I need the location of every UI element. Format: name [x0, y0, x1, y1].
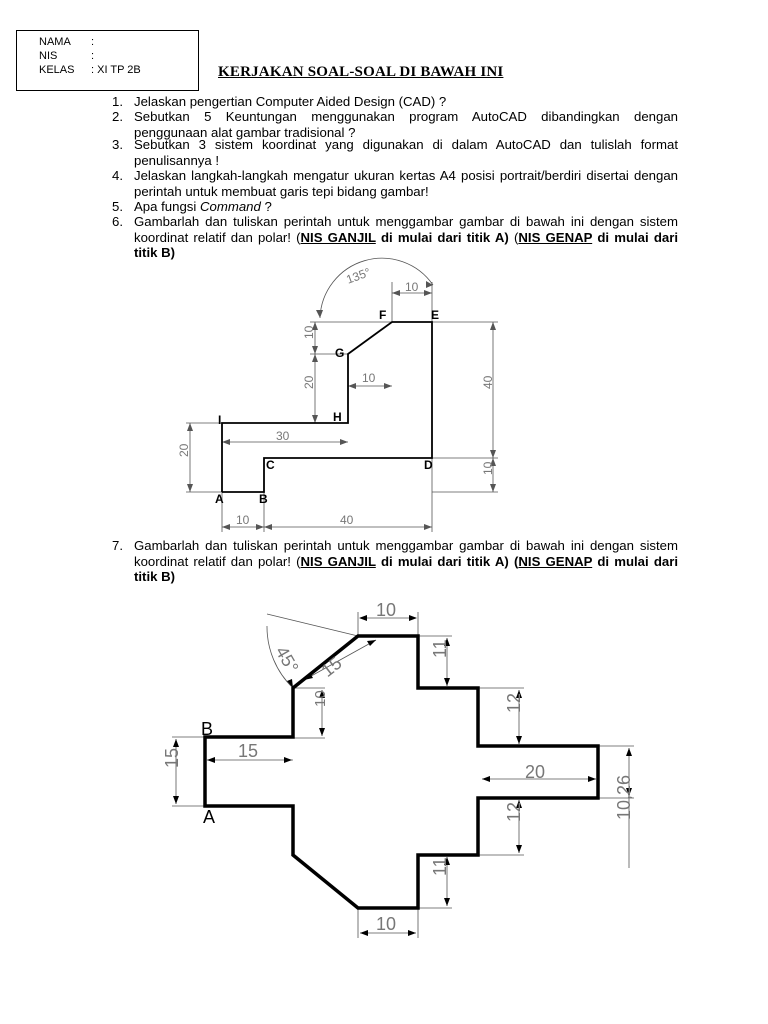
dim-angle-45: 45° [271, 642, 303, 677]
drawing-2-dimension-text [162, 600, 634, 934]
drawing-2-point-labels [201, 719, 215, 827]
point-h: H [333, 410, 342, 424]
drawing-1-point-labels [215, 308, 439, 506]
nis-genap: NIS GENAP [518, 553, 593, 569]
dim-angle-135: 135° [344, 265, 373, 287]
point-c: C [266, 458, 275, 472]
dim-right-11-bottom: 11 [430, 857, 450, 876]
point-b: B [201, 719, 214, 739]
question-text-a: Gambarlah dan tuliskan perintah untuk menggambar gambar di bawah ini dengan sistem koordinat relatif dan polar! ( [134, 214, 678, 245]
question-text: Sebutkan 5 Keuntungan menggunakan program AutoCAD dibandingkan dengan penggunaan alat gambar tradisional ? [134, 109, 678, 140]
nis-ganjil: NIS GANJIL [300, 553, 376, 569]
dim-right-12-bottom: 12 [504, 801, 524, 822]
dim-mid-10: 10 [362, 371, 376, 385]
point-a: A [215, 492, 224, 506]
class-label: KELAS [39, 64, 75, 76]
question-number: 1. [112, 94, 123, 109]
question-text: Jelaskan pengertian Computer Aided Design (CAD) ? [134, 94, 447, 109]
drawing-2-arrowheads [173, 615, 632, 936]
dim-left-15: 15 [162, 747, 182, 768]
page-title: KERJAKAN SOAL-SOAL DI BAWAH INI [218, 64, 504, 80]
dim-right-10-26: 10,26 [614, 774, 634, 820]
dim-left-20: 20 [302, 375, 316, 389]
nis-value: : [91, 50, 95, 62]
dim-left-10: 10 [302, 325, 316, 339]
nis-ganjil-rest: di mulai dari titik A) [375, 553, 509, 569]
point-g: G [335, 346, 345, 360]
point-f: F [379, 308, 387, 322]
point-a: A [203, 807, 216, 827]
question-number: 5. [112, 199, 123, 214]
open-paren: ( [513, 229, 519, 245]
dim-inner-15: 15 [238, 741, 259, 761]
point-e: E [431, 308, 440, 322]
class-value: : XI TP 2B [91, 64, 141, 76]
dim-left-20b: 20 [177, 443, 191, 457]
dim-bottom-40: 40 [340, 513, 354, 527]
nis-genap-rest: di mulai dari titik B) [134, 229, 679, 260]
nis-ganjil: NIS GANJIL [300, 229, 376, 245]
dim-top-10: 10 [405, 280, 419, 294]
question-text-a: Gambarlah dan tuliskan perintah untuk menggambar gambar di bawah ini dengan sistem koordinat relatif dan polar! ( [134, 538, 678, 569]
nis-genap: NIS GENAP [518, 229, 593, 245]
dim-right-40: 40 [481, 375, 495, 389]
dim-right-12-top: 12 [504, 692, 524, 713]
point-b: B [259, 492, 268, 506]
question-number: 7. [112, 538, 123, 553]
question-number: 2. [112, 109, 123, 124]
question-text-a: Apa fungsi [134, 199, 200, 214]
question-text: Sebutkan 3 sistem koordinat yang digunakan di dalam AutoCAD dan tulislah format penulisannya ! [134, 137, 678, 168]
name-value: : [91, 36, 95, 48]
dim-right-11-top: 11 [430, 639, 450, 658]
drawing-1-outline [222, 322, 432, 492]
dim-left-10: 10 [312, 690, 329, 707]
nis-label: NIS [39, 50, 58, 62]
dim-bottom-10: 10 [376, 914, 397, 934]
dim-right-10: 10 [481, 461, 495, 475]
open-paren: ( [513, 553, 519, 569]
nis-genap-rest: di mulai dari titik B) [134, 553, 679, 584]
dim-inner-20: 20 [525, 762, 546, 782]
dim-diag-15: 15 [317, 652, 346, 681]
command-word: Command [199, 199, 261, 214]
drawing-2-dimension-lines [172, 612, 634, 938]
point-i: I [218, 413, 222, 427]
question-number: 4. [112, 168, 123, 183]
question-number: 6. [112, 214, 123, 229]
drawing-1-dimension-lines [186, 258, 498, 532]
dim-top-10: 10 [376, 600, 397, 620]
question-text: Jelaskan langkah-langkah mengatur ukuran kertas A4 posisi portrait/berdiri disertai dengan perintah untuk membuat garis tepi bidang gambar! [134, 168, 678, 199]
dim-mid-30: 30 [276, 429, 290, 443]
question-text-b: ? [260, 199, 272, 214]
question-number: 3. [112, 137, 123, 152]
name-label: NAMA [39, 36, 71, 48]
drawing-1-dimension-text [177, 265, 495, 527]
point-d: D [424, 458, 433, 472]
nis-ganjil-rest: di mulai dari titik A) [375, 229, 509, 245]
dim-bottom-10: 10 [236, 513, 250, 527]
